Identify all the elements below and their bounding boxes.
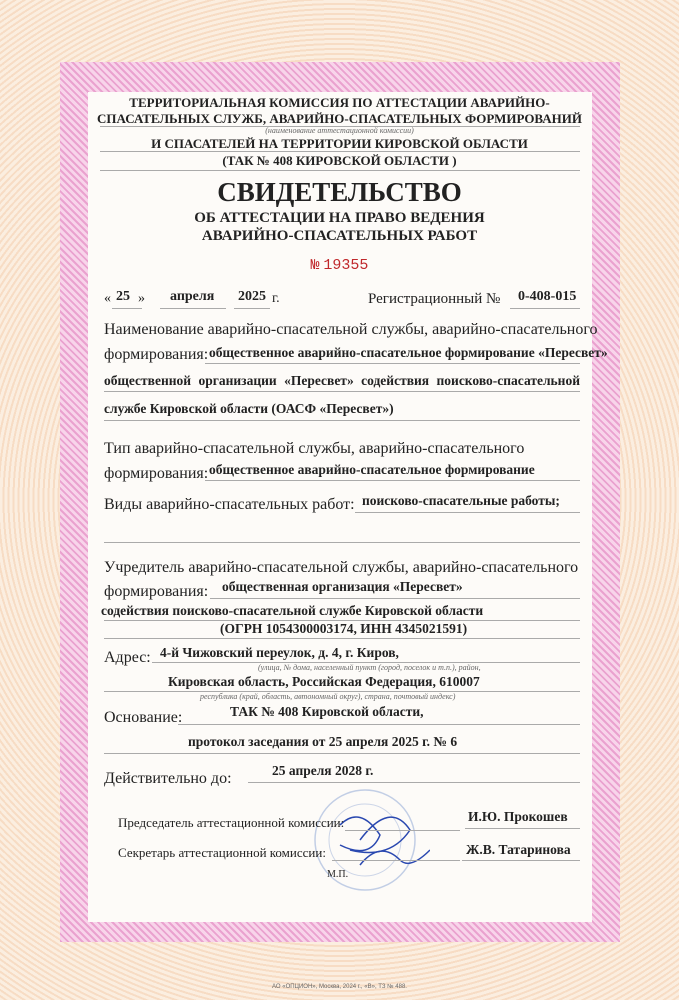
address-label: Адрес: <box>104 649 151 666</box>
name-label: Наименование аварийно-спасательной службы, аварийно-спасательного <box>104 321 598 338</box>
works-label: Виды аварийно-спасательных работ: <box>104 496 355 513</box>
date-quote-open: « <box>104 291 111 306</box>
valid-label: Действительно до: <box>104 770 232 787</box>
certificate-number: № 19355 <box>310 257 369 274</box>
secretary-name: Ж.В. Татаринова <box>466 842 571 857</box>
date-day: 25 <box>116 289 130 304</box>
organization-name: службе Кировской области (ОАСФ «Пересвет») <box>104 401 394 416</box>
signature-icon <box>340 817 410 853</box>
date-month: апреля <box>170 289 215 304</box>
header-hint: (наименование аттестационной комиссии) <box>265 126 414 135</box>
founder: общественная организация «Пересвет» <box>222 579 463 594</box>
date-year-suffix: г. <box>272 291 280 306</box>
registration-number: 0-408-015 <box>518 289 577 304</box>
basis-label: Основание: <box>104 709 183 726</box>
header-line: СПАСАТЕЛЬНЫХ СЛУЖБ, АВАРИЙНО-СПАСАТЕЛЬНЫХ ФОРМИРОВАНИЙ <box>96 111 583 126</box>
address-line: 4-й Чижовский переулок, д. 4, г. Киров, <box>160 645 399 660</box>
address-hint: (улица, № дома, населенный пункт (город, поселок и т.п.), район, <box>258 663 481 672</box>
type-label: Тип аварийно-спасательной службы, аварийно-спасательного <box>104 440 525 457</box>
stamp-icon <box>300 785 430 895</box>
organization-name: общественной организации «Пересвет» содействия поисково-спасательной <box>104 373 580 388</box>
organization-name: общественное аварийно-спасательное формирование «Пересвет» <box>209 345 608 360</box>
valid-until: 25 апреля 2028 г. <box>272 763 374 778</box>
address-line: Кировская область, Российская Федерация, 610007 <box>168 674 480 689</box>
subtitle: ОБ АТТЕСТАЦИИ НА ПРАВО ВЕДЕНИЯ <box>194 210 485 226</box>
date-quote-close: » <box>138 291 145 306</box>
header-line: И СПАСАТЕЛЕЙ НА ТЕРРИТОРИИ КИРОВСКОЙ ОБЛАСТИ <box>151 136 528 151</box>
name-label: формирования: <box>104 346 209 363</box>
document-title: СВИДЕТЕЛЬСТВО <box>217 177 462 207</box>
service-type: общественное аварийно-спасательное формирование <box>209 462 535 477</box>
registration-label: Регистрационный № <box>368 291 501 307</box>
date-year: 2025 <box>238 289 266 304</box>
basis: протокол заседания от 25 апреля 2025 г. № 6 <box>188 734 458 749</box>
chairman-label: Председатель аттестационной комиссии: <box>118 815 345 830</box>
secretary-label: Секретарь аттестационной комиссии: <box>118 845 326 860</box>
founder-label: формирования: <box>104 583 209 600</box>
work-types: поисково-спасательные работы; <box>362 493 560 508</box>
founder-label: Учредитель аварийно-спасательной службы, аварийно-спасательного <box>104 559 579 576</box>
founder: (ОГРН 1054300003174, ИНН 4345021591) <box>220 621 468 636</box>
type-label: формирования: <box>104 465 209 482</box>
header-line: ТЕРРИТОРИАЛЬНАЯ КОМИССИЯ ПО АТТЕСТАЦИИ АВАРИЙНО- <box>129 95 550 110</box>
chairman-name: И.Ю. Прокошев <box>468 809 568 824</box>
subtitle: АВАРИЙНО-СПАСАТЕЛЬНЫХ РАБОТ <box>201 228 478 244</box>
founder: содействия поисково-спасательной службе Кировской области <box>101 603 484 618</box>
printer-footer: АО «ОПЦИОН», Москва, 2024 г., «В», ТЗ № 488. <box>272 984 407 990</box>
address-hint: республика (край, область, автономный округ), страна, почтовый индекс) <box>200 692 456 701</box>
seal-place: М.П. <box>327 869 349 880</box>
basis: ТАК № 408 Кировской области, <box>230 704 424 719</box>
header-line: (ТАК № 408 КИРОВСКОЙ ОБЛАСТИ ) <box>222 153 457 168</box>
